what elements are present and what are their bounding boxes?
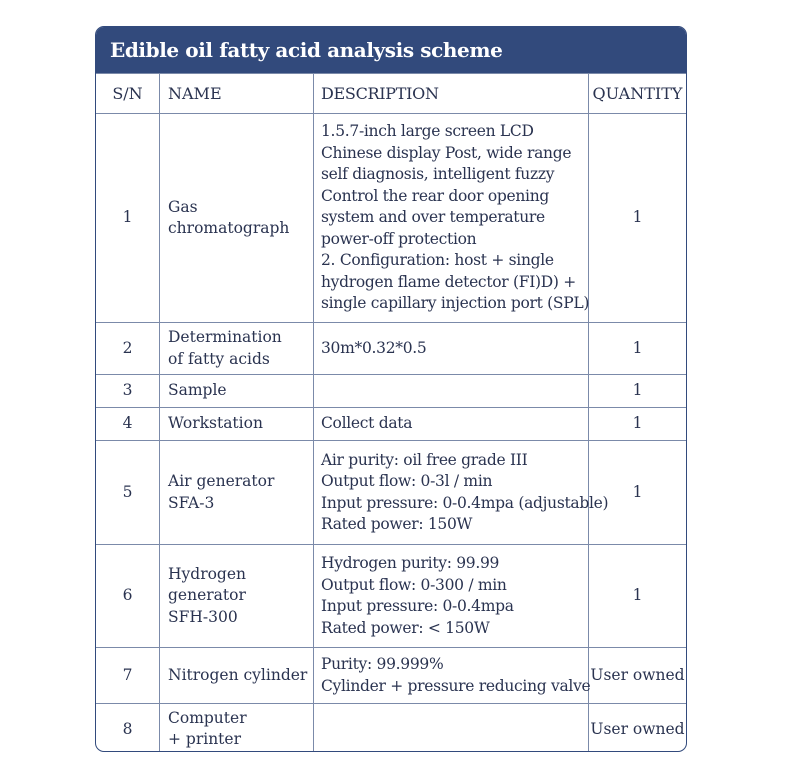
description-line: Chinese display Post, wide range xyxy=(321,143,572,162)
description-line: Input pressure: 0-0.4mpa (adjustable) xyxy=(321,493,609,512)
description-line: Rated power: < 150W xyxy=(321,618,490,637)
description-line: hydrogen flame detector (FI)D) + xyxy=(321,272,576,291)
name-line: generator xyxy=(168,586,246,605)
description-line: power-off protection xyxy=(321,229,477,248)
cell-sn: 3 xyxy=(96,375,160,408)
cell-sn: 2 xyxy=(96,323,160,375)
name-line: SFH-300 xyxy=(168,607,238,626)
name-line: chromatograph xyxy=(168,219,290,237)
description-line: 1.5.7-inch large screen LCD xyxy=(321,122,534,141)
table-title: Edible oil fatty acid analysis scheme xyxy=(96,27,686,73)
description-line: Hydrogen purity: 99.99 xyxy=(321,554,500,572)
cell-description xyxy=(314,375,589,408)
cell-description xyxy=(314,323,589,375)
description-line: system and over temperature xyxy=(321,208,545,227)
description-line: Control the rear door opening xyxy=(321,186,549,205)
table-row xyxy=(96,441,686,545)
cell-quantity: 1 xyxy=(589,114,687,323)
name-line: of fatty acids xyxy=(168,349,270,368)
description-line: Rated power: 150W xyxy=(321,515,473,533)
cell-sn: 1 xyxy=(96,114,160,323)
description-line: self diagnosis, intelligent fuzzy xyxy=(321,165,555,184)
cell-name xyxy=(160,704,314,753)
name-line: Nitrogen cylinder xyxy=(168,665,308,684)
header-description: DESCRIPTION xyxy=(314,74,589,114)
header-quantity: QUANTITY xyxy=(589,74,687,114)
cell-name xyxy=(160,648,314,704)
cell-name xyxy=(160,408,314,441)
table-row xyxy=(96,323,686,375)
cell-quantity: 1 xyxy=(589,408,687,441)
cell-description xyxy=(314,704,589,753)
analysis-scheme-card xyxy=(95,26,687,752)
name-line: Workstation xyxy=(168,414,263,433)
cell-description xyxy=(314,545,589,648)
description-line: Output flow: 0-300 / min xyxy=(321,575,507,594)
header-sn: S/N xyxy=(96,74,160,114)
cell-quantity: 1 xyxy=(589,375,687,408)
name-line: + printer xyxy=(168,730,241,749)
cell-quantity: User owned xyxy=(589,648,687,704)
cell-name xyxy=(160,545,314,648)
header-name: NAME xyxy=(160,74,314,114)
name-line: SFA-3 xyxy=(168,493,215,512)
cell-sn: 4 xyxy=(96,408,160,441)
cell-description xyxy=(314,441,609,545)
cell-quantity: 1 xyxy=(589,545,687,648)
description-line: 2. Configuration: host + single xyxy=(321,251,554,270)
cell-sn: 6 xyxy=(96,545,160,648)
cell-description xyxy=(314,114,589,323)
description-line: Air purity: oil free grade III xyxy=(321,450,528,469)
cell-sn: 7 xyxy=(96,648,160,704)
name-line: Determination xyxy=(168,328,282,346)
description-line: Cylinder + pressure reducing valve xyxy=(321,676,591,695)
cell-name xyxy=(160,323,314,375)
description-line: Input pressure: 0-0.4mpa xyxy=(321,597,514,615)
cell-name xyxy=(160,375,314,408)
name-line: Computer xyxy=(168,708,247,727)
name-line: Air generator xyxy=(168,472,275,490)
cell-description xyxy=(314,408,589,441)
cell-description xyxy=(314,648,589,704)
table-body xyxy=(96,114,686,753)
description-line: Output flow: 0-3l / min xyxy=(321,472,493,490)
cell-quantity: User owned xyxy=(589,704,687,753)
description-line: 30m*0.32*0.5 xyxy=(321,338,427,357)
cell-quantity: 1 xyxy=(589,441,687,545)
table-row xyxy=(96,545,686,648)
name-line: Gas xyxy=(168,197,198,216)
cell-name xyxy=(160,114,314,323)
table-row xyxy=(96,114,686,323)
name-line: Hydrogen xyxy=(168,564,247,583)
table-row xyxy=(96,375,686,408)
name-line: Sample xyxy=(168,381,227,400)
description-line: single capillary injection port (SPL) xyxy=(321,294,590,313)
description-line: Collect data xyxy=(321,414,413,433)
cell-quantity: 1 xyxy=(589,323,687,375)
cell-sn: 5 xyxy=(96,441,160,545)
cell-name xyxy=(160,441,314,545)
table-row xyxy=(96,648,686,704)
scheme-table xyxy=(96,73,686,752)
cell-sn: 8 xyxy=(96,704,160,753)
table-row xyxy=(96,408,686,441)
table-row xyxy=(96,704,686,753)
table-header-row xyxy=(96,74,686,114)
description-line: Purity: 99.999% xyxy=(321,655,444,673)
